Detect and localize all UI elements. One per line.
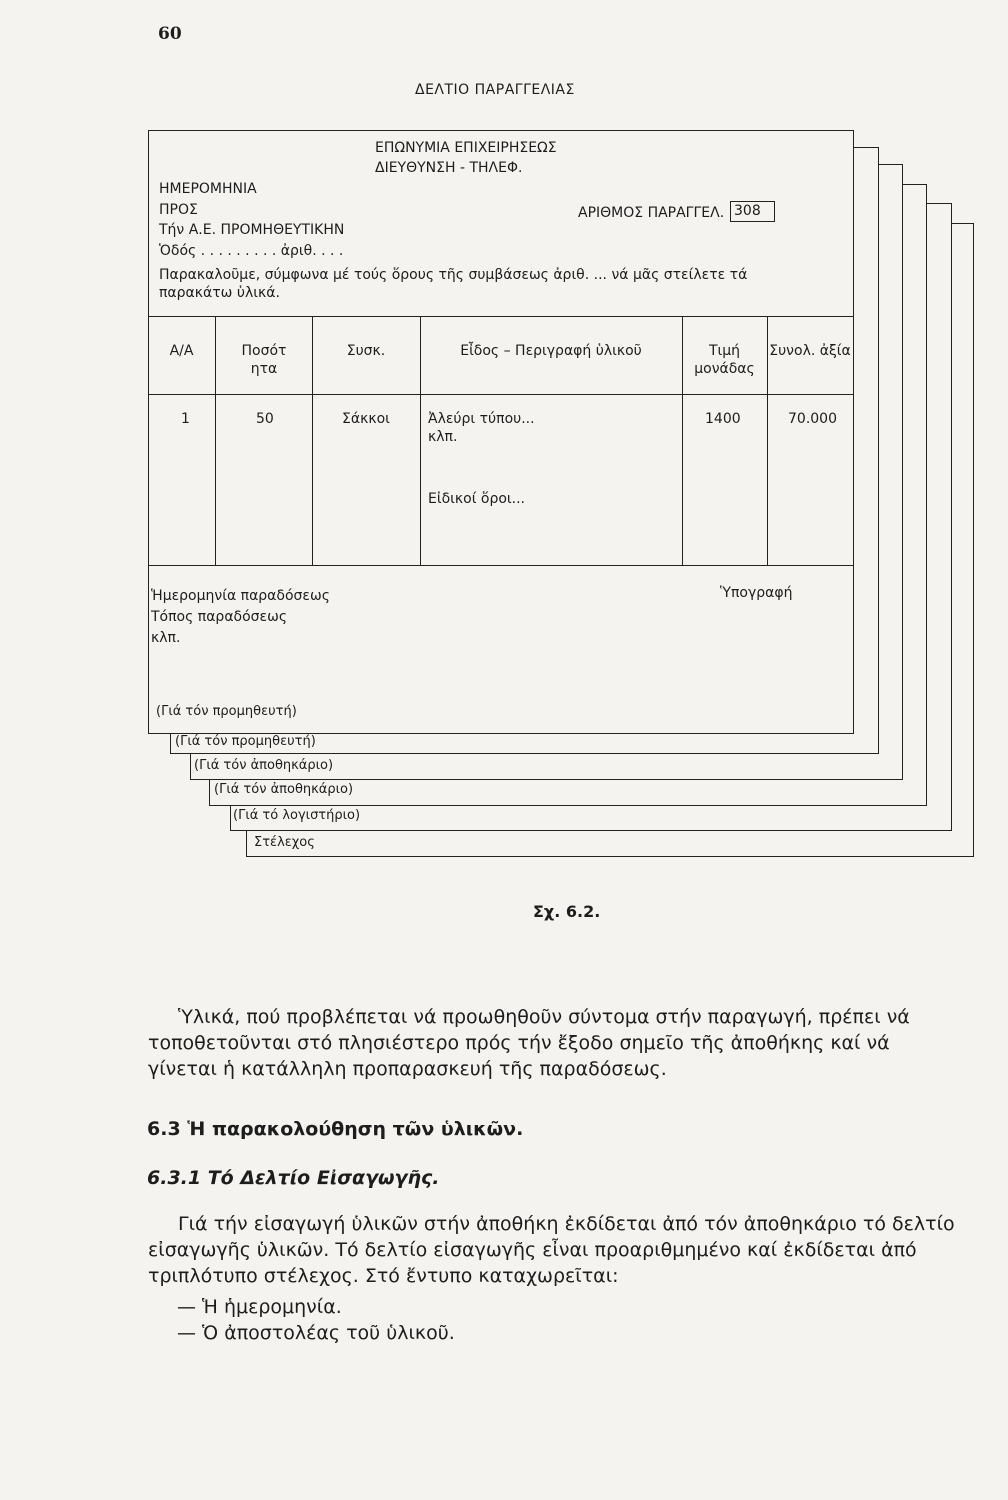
col-header-price: Τιμή μονάδας (694, 343, 755, 377)
page-number: 60 (158, 24, 182, 44)
copy-label-2: (Γιά τόν προμηθευτή) (175, 734, 316, 749)
row-qty: 50 (256, 411, 274, 427)
copy-label-6: Στέλεχος (254, 835, 315, 850)
paragraph-1: Ὑλικά, πού προβλέπεται νά προωθηθοῦν σύντομα στήν παραγωγή, πρέπει νά τοποθετοῦνται στό πλησιέστερο πρός τήν ἔξοδο σημεῖο τῆς ἀποθήκης καί νά γίνεται ἡ κατάλληλη προπαρασκευή τῆς παραδόσεως. (148, 1006, 910, 1080)
col-header-aa: Α/Α (169, 343, 194, 359)
list-item-1: — Ἡ ἡμερομηνία. (177, 1296, 342, 1318)
col-divider-1 (215, 316, 216, 565)
row-price: 1400 (705, 411, 741, 427)
to-label: ΠΡΟΣ (159, 202, 198, 218)
signature-label: Ὑπογραφή (720, 585, 793, 601)
copy-label-1: (Γιά τόν προμηθευτή) (156, 704, 297, 719)
col-header-desc: Εἶδος – Περιγραφή ὑλικοῦ (460, 343, 642, 359)
section-heading: 6.3 Ἡ παρακολούθηση τῶν ὑλικῶν. (147, 1118, 524, 1140)
row-desc: Ἀλεύρι τύπου... κλπ. (428, 411, 535, 445)
col-header-total: Συνολ. ἀξία (769, 343, 851, 359)
row-total: 70.000 (788, 411, 837, 427)
copy-label-5: (Γιά τό λογιστήριο) (233, 808, 361, 823)
table-header-line (148, 394, 853, 395)
request-text: Παρακαλοῦμε, σύμφωνα μέ τούς ὅρους τῆς συμβάσεως ἀριθ. ... νά μᾶς στείλετε τά παρακάτω ὑλικά. (159, 267, 748, 301)
etc-label: κλπ. (151, 630, 181, 646)
row-pack: Σάκκοι (342, 411, 390, 427)
paragraph-2: Γιά τήν εἰσαγωγή ὑλικῶν στήν ἀποθήκη ἐκδίδεται ἀπό τόν ἀποθηκάριο τό δελτίο εἰσαγωγῆς ὑλικῶν. Τό δελτίο εἰσαγωγῆς εἶναι προαριθμημένο καί ἐκδίδεται ἀπό τριπλότυπο στέλεχος. Στό ἔντυπο καταχωρεῖται: (148, 1213, 955, 1287)
list-item-2: — Ὁ ἀποστολέας τοῦ ὑλικοῦ. (177, 1322, 455, 1344)
delivery-place: Τόπος παραδόσεως (151, 609, 288, 625)
table-bottom-line (148, 565, 853, 566)
col-header-pack: Συσκ. (346, 343, 386, 359)
order-number: 308 (730, 201, 775, 222)
row-aa: 1 (181, 411, 190, 427)
subsection-heading: 6.3.1 Τό Δελτίο Εἰσαγωγῆς. (147, 1167, 440, 1189)
street-line: Ὁδός . . . . . . . . . ἀριθ. . . . (159, 243, 344, 259)
copy-label-3: (Γιά τόν ἀποθηκάριο) (194, 758, 334, 773)
col-header-qty: Ποσότητα (241, 343, 287, 377)
table-top-line (148, 316, 853, 317)
form-title: ΔΕΛΤΙΟ ΠΑΡΑΓΓΕΛΙΑΣ (415, 82, 575, 98)
recipient: Τήν Α.Ε. ΠΡΟΜΗΘΕΥΤΙΚΗΝ (159, 222, 345, 238)
special-terms: Εἰδικοί ὅροι... (428, 491, 525, 507)
figure-caption: Σχ. 6.2. (533, 902, 601, 921)
company-name: ΕΠΩΝΥΜΙΑ ΕΠΙΧΕΙΡΗΣΕΩΣ (375, 140, 557, 156)
order-number-label: ΑΡΙΘΜΟΣ ΠΑΡΑΓΓΕΛ. (578, 205, 725, 221)
delivery-date: Ἡμερομηνία παραδόσεως (151, 588, 330, 604)
company-address: ΔΙΕΥΘΥΝΣΗ - ΤΗΛΕΦ. (375, 160, 523, 176)
date-label: ΗΜΕΡΟΜΗΝΙΑ (159, 181, 257, 197)
copy-label-4: (Γιά τόν ἀποθηκάριο) (214, 782, 354, 797)
